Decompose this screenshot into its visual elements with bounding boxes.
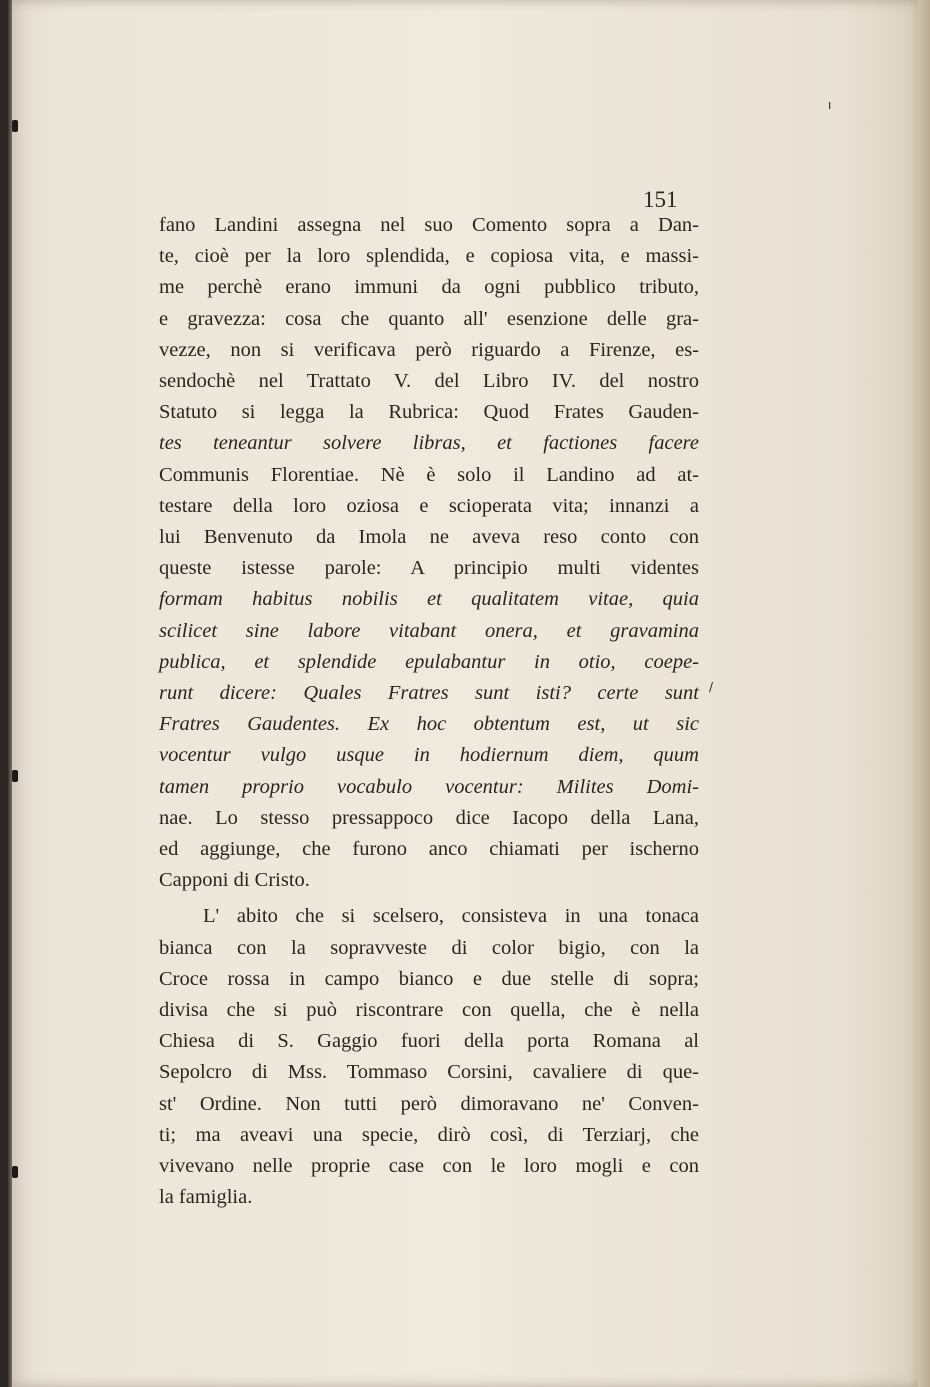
body-text [159,210,699,1214]
text-line: me perchè erano immuni da ogni pubblico tributo, [159,276,699,299]
text-line: publica, et splendide epulabantur in otio, coepe- [159,650,699,673]
text-line: Capponi di Cristo. [159,869,310,892]
text-line: ed aggiunge, che furono anco chiamati per ischerno [159,838,699,861]
text-line: bianca con la sopravveste di color bigio, con la [159,936,699,959]
text-line: fano Landini assegna nel suo Comento sopra a Dan- [159,214,699,236]
binding-stitch [12,770,18,782]
text-line: runt dicere: Quales Fratres sunt isti? certe sunt [159,682,699,705]
text-line: e gravezza: cosa che quanto all' esenzione delle gra- [159,307,699,330]
binding-stitch [12,1166,18,1178]
text-line: Sepolcro di Mss. Tommaso Corsini, cavaliere di que- [159,1061,699,1084]
text-line: scilicet sine labore vitabant onera, et gravamina [159,619,699,642]
text-line: lui Benvenuto da Imola ne aveva reso conto con [159,526,699,549]
ink-mark: ı [828,98,832,112]
text-line: Statuto si legga la Rubrica: Quod Frates Gauden- [159,401,699,424]
text-line: testare della loro oziosa e scioperata vita; innanzi a [159,494,699,517]
text-line: L' abito che si scelsero, consisteva in una tonaca [203,905,699,928]
text-line: tamen proprio vocabulo vocentur: Milites Domi- [159,775,699,798]
paragraph-1 [159,210,699,896]
text-line: sendochè nel Trattato V. del Libro IV. del nostro [159,370,699,393]
page-number: 151 [643,187,678,212]
text-line: divisa che si può riscontrare con quella, che è nella [159,999,699,1022]
text-line: st' Ordine. Non tutti però dimoravano ne' Conven- [159,1092,699,1115]
text-line: nae. Lo stesso pressappoco dice Iacopo della Lana, [159,806,699,829]
text-line: formam habitus nobilis et qualitatem vitae, quia [159,588,699,611]
page-spine [8,0,12,1387]
page-edge [918,0,930,1387]
paragraph-2 [159,901,699,1213]
text-line: la famiglia. [159,1186,253,1209]
text-line: queste istesse parole: A principio multi videntes [159,557,699,580]
binding-stitch [12,120,18,132]
text-line: vocentur vulgo usque in hodiernum diem, quum [159,744,699,767]
text-line: Communis Florentiae. Nè è solo il Landino ad at- [159,463,699,486]
text-line: vezze, non si verificava però riguardo a Firenze, es- [159,338,699,361]
text-line: vivevano nelle proprie case con le loro mogli e con [159,1155,699,1178]
text-line: ti; ma aveavi una specie, dirò così, di Terziarj, che [159,1123,699,1146]
text-line: tes teneantur solvere libras, et factiones facere [159,432,699,455]
text-line: Fratres Gaudentes. Ex hoc obtentum est, ut sic [159,713,699,736]
ink-mark: / [709,680,714,694]
text-line: Chiesa di S. Gaggio fuori della porta Romana al [159,1030,699,1053]
text-line: te, cioè per la loro splendida, e copiosa vita, e massi- [159,245,699,268]
text-line: Croce rossa in campo bianco e due stelle di sopra; [159,967,699,990]
